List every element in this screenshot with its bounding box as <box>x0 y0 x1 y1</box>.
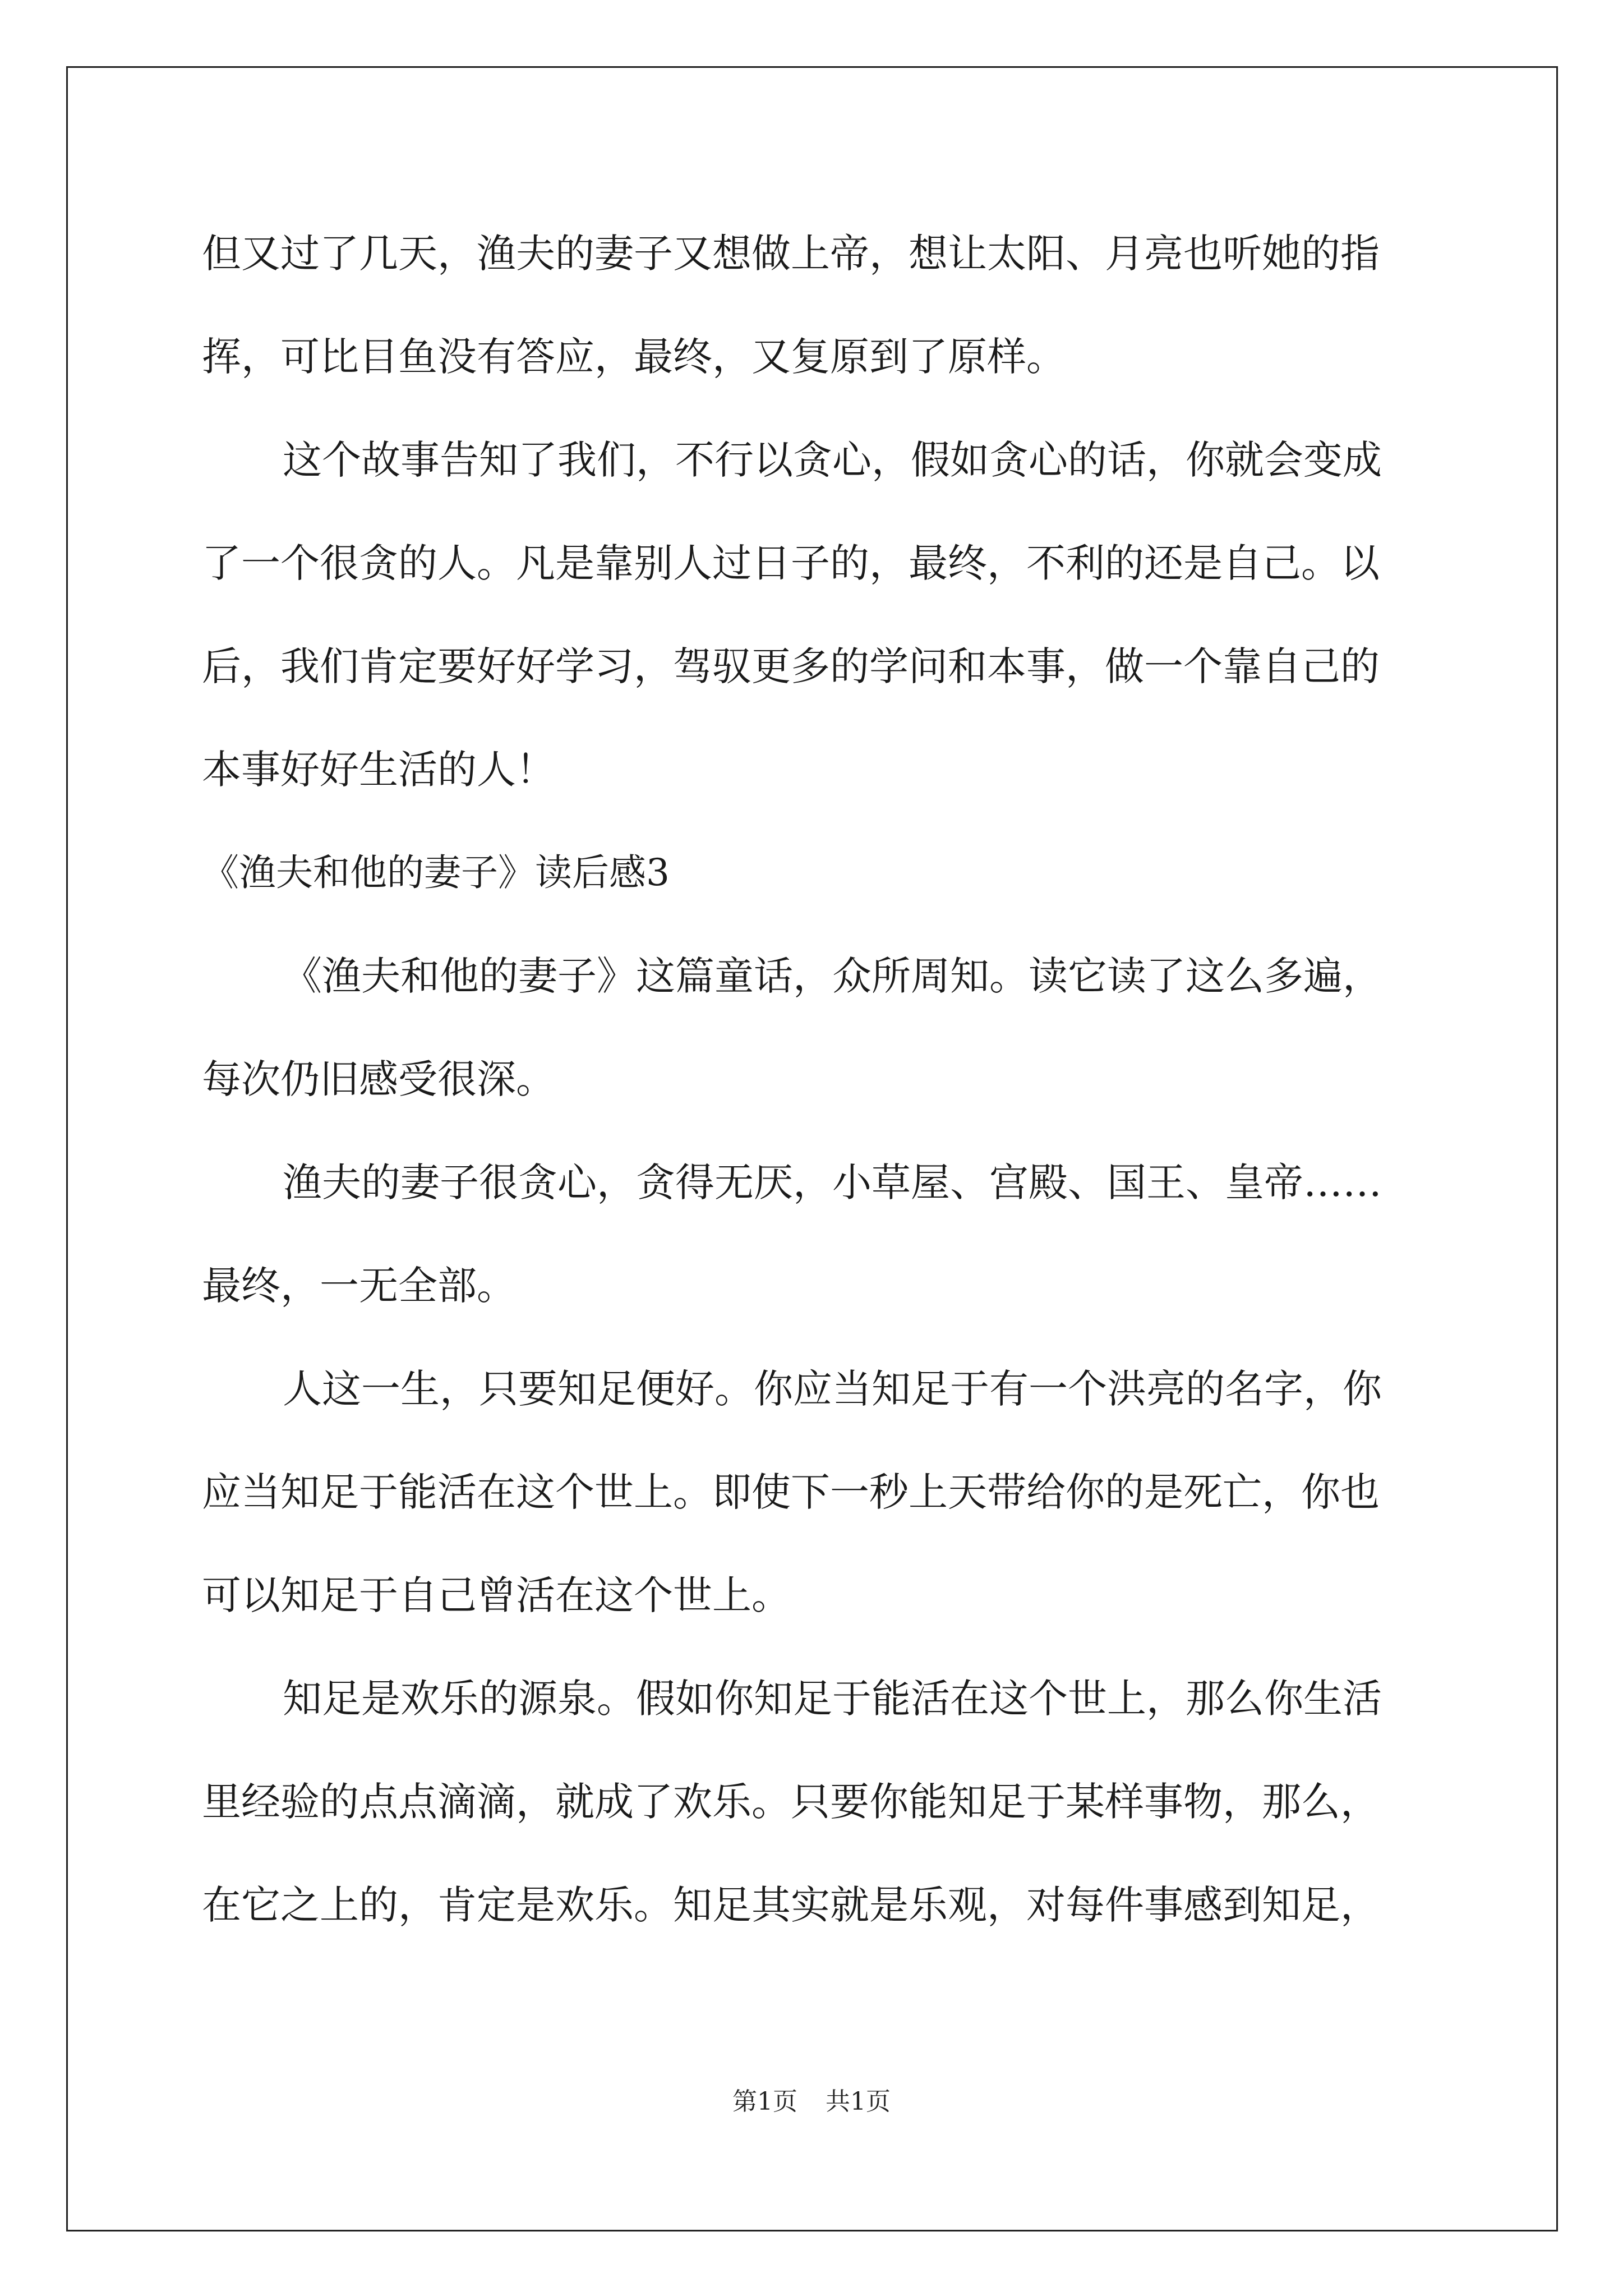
text-line: 本事好好生活的人！ <box>202 747 555 793</box>
text-line: 可以知足于自己曾活在这个世上。 <box>202 1572 791 1618</box>
text-line: 每次仍旧感受很深。 <box>202 1056 555 1102</box>
text-line: 后，我们肯定要好好学习，驾驭更多的学问和本事，做一个靠自己的 <box>202 643 1380 689</box>
text-line: 了一个很贪的人。凡是靠别人过日子的，最终，不利的还是自己。以 <box>202 540 1380 586</box>
paragraph-start: 这个故事告知了我们，不行以贪心，假如贪心的话，你就会变成 <box>283 437 1382 483</box>
section-heading: 《渔夫和他的妻子》读后感3 <box>202 851 670 894</box>
text-line: 挥，可比目鱼没有答应，最终，又复原到了原样。 <box>202 334 1066 380</box>
text-line: 但又过了几天，渔夫的妻子又想做上帝，想让太阳、月亮也听她的指 <box>202 231 1380 277</box>
page-number: 第1页 <box>732 2087 797 2116</box>
page-total: 共1页 <box>826 2087 891 2116</box>
page-footer <box>0 2081 1623 2117</box>
paragraph-start: 《渔夫和他的妻子》这篇童话，众所周知。读它读了这么多遍， <box>283 953 1382 999</box>
text-line: 在它之上的，肯定是欢乐。知足其实就是乐观，对每件事感到知足， <box>202 1882 1380 1928</box>
paragraph-start: 渔夫的妻子很贪心，贪得无厌，小草屋、宫殿、国王、皇帝…… <box>283 1159 1382 1205</box>
document-body <box>202 202 1424 1957</box>
paragraph-start: 知足是欢乐的源泉。假如你知足于能活在这个世上，那么你生活 <box>283 1676 1382 1722</box>
text-line: 最终，一无全部。 <box>202 1263 516 1309</box>
text-line: 应当知足于能活在这个世上。即使下一秒上天带给你的是死亡，你也 <box>202 1469 1380 1515</box>
paragraph-start: 人这一生，只要知足便好。你应当知足于有一个洪亮的名字，你 <box>283 1366 1382 1412</box>
text-line: 里经验的点点滴滴，就成了欢乐。只要你能知足于某样事物，那么， <box>202 1779 1380 1825</box>
